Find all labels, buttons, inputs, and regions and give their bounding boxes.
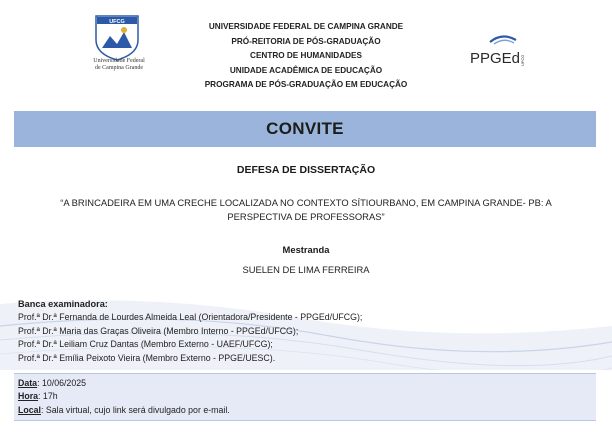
banner-title: CONVITE bbox=[266, 119, 344, 138]
place-label: Local bbox=[18, 404, 41, 415]
committee-member: Prof.ª Dr.ª Emília Peixoto Vieira (Membro Externo - PPGE/UESC). bbox=[18, 352, 276, 363]
date-value: : 10/06/2025 bbox=[37, 378, 86, 388]
event-type: DEFESA DE DISSERTAÇÃO bbox=[236, 164, 376, 176]
ufcg-logo-caption bbox=[84, 58, 154, 72]
ufcg-logo-initials: UFCG bbox=[109, 19, 125, 25]
candidate-label: Mestranda bbox=[282, 244, 330, 255]
institution-line-pro-rectorate: PRÓ-REITORIA DE PÓS-GRADUAÇÃO bbox=[231, 36, 381, 46]
committee-section bbox=[0, 296, 612, 370]
place-row bbox=[18, 404, 230, 417]
invitation-banner bbox=[14, 111, 596, 147]
institution-block bbox=[176, 20, 436, 93]
time-label: Hora bbox=[18, 391, 39, 402]
event-details-box bbox=[14, 373, 596, 421]
time-value: : 17h bbox=[38, 391, 58, 402]
committee-member: Prof.ª Dr.ª Leiliam Cruz Dantas (Membro Externo - UAEF/UFCG); bbox=[18, 339, 273, 350]
ufcg-caption-line-1: Universidade Federal bbox=[93, 58, 145, 64]
ppged-logo bbox=[468, 30, 528, 70]
institution-line-university: UNIVERSIDADE FEDERAL DE CAMPINA GRANDE bbox=[208, 22, 404, 31]
date-label: Data bbox=[18, 378, 38, 388]
ufcg-caption-line-2: de Campina Grande bbox=[95, 65, 143, 71]
institution-line-center: CENTRO DE HUMANIDADES bbox=[250, 51, 362, 60]
institution-line-program: PROGRAMA DE PÓS-GRADUAÇÃO EM EDUCAÇÃO bbox=[204, 80, 408, 89]
time-row bbox=[18, 390, 230, 403]
committee-member: Prof.ª Dr.ª Maria das Graças Oliveira (Membro Interno - PPGEd/UFCG); bbox=[18, 325, 299, 336]
committee-text bbox=[18, 298, 362, 365]
dissertation-title: “A BRINCADEIRA EM UMA CRECHE LOCALIZADA NO CONTEXTO SÍTIOURBANO, EM CAMPINA GRANDE- PB: A PERSPECTIVA DE PROFESSORAS” bbox=[60, 197, 552, 222]
committee-title: Banca examinadora: bbox=[18, 299, 108, 309]
date-row bbox=[18, 377, 230, 390]
candidate-name: SUELEN DE LIMA FERREIRA bbox=[242, 264, 370, 275]
committee-member: Prof.ª Dr.ª Fernanda de Lourdes Almeida Leal (Orientadora/Presidente - PPGEd/UFCG); bbox=[18, 312, 363, 323]
institution-line-academic-unit: UNIDADE ACADÊMICA DE EDUCAÇÃO bbox=[229, 65, 383, 75]
ppged-logo-subtext: UFCG bbox=[520, 54, 525, 66]
place-value: : Sala virtual, cujo link será divulgado por e-mail. bbox=[40, 404, 230, 415]
ppged-logo-text: PPGEd bbox=[470, 50, 521, 67]
document-header bbox=[0, 0, 612, 104]
